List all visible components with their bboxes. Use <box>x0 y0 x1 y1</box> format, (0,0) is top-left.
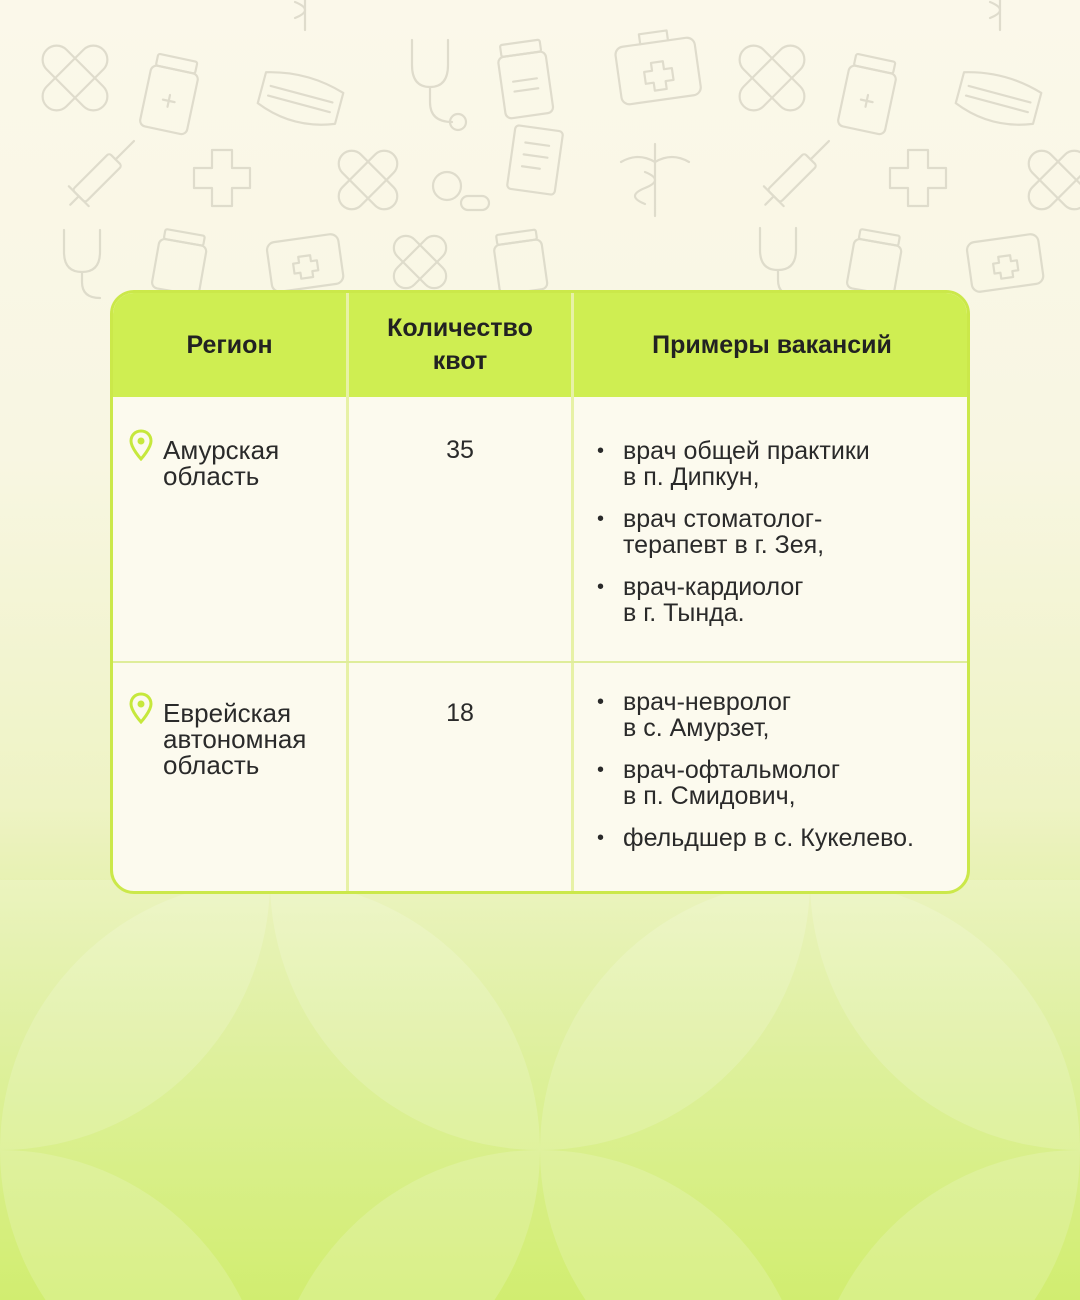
caduceus-icon <box>990 0 1000 30</box>
vacancy-item: • врач стоматолог- терапевт в г. Зея, <box>593 506 963 558</box>
stethoscope-icon <box>412 40 466 130</box>
pill-bottle-icon <box>492 229 548 295</box>
medical-mask-icon <box>954 66 1043 131</box>
stethoscope-icon <box>760 228 796 296</box>
header-region: Регион <box>186 330 273 359</box>
medical-mask-icon <box>256 66 345 131</box>
region-name: Амурская область <box>163 435 280 491</box>
vacancy-item: • врач-офтальмолог в п. Смидович, <box>593 757 963 809</box>
pill-bottle-icon <box>837 53 899 135</box>
vacancy-item: • врач-невролог в с. Амурзет, <box>593 689 963 741</box>
bandage-icon <box>715 21 828 134</box>
pill-bottle-icon <box>846 228 904 295</box>
vacancy-item: • врач общей практики в п. Дипкун, <box>593 438 963 490</box>
bandage-icon <box>18 21 131 134</box>
vacancy-list <box>593 689 963 867</box>
vacancy-item: • фельдшер в с. Кукелево. <box>593 825 963 851</box>
table-row-region <box>129 692 306 778</box>
pills-icon <box>433 172 489 210</box>
cross-icon <box>890 150 946 206</box>
first-aid-kit-icon <box>613 27 702 105</box>
prescription-icon <box>507 125 563 195</box>
caduceus-icon <box>295 0 305 30</box>
bandage-icon <box>1007 129 1080 231</box>
cross-icon <box>194 150 250 206</box>
syringe-icon <box>60 131 143 214</box>
arc-pattern-background <box>0 880 1080 1300</box>
syringe-icon <box>755 131 838 214</box>
column-divider <box>346 293 349 891</box>
table-header <box>113 293 967 397</box>
quota-value: 18 <box>446 699 474 727</box>
row-divider <box>113 661 967 663</box>
quota-table <box>110 290 970 894</box>
first-aid-kit-icon <box>266 233 344 293</box>
vacancy-item: • врач-кардиолог в г. Тында. <box>593 574 963 626</box>
header-vacancies: Примеры вакансий <box>652 330 892 359</box>
location-pin-icon <box>129 692 153 724</box>
pill-bottle-icon <box>496 39 554 119</box>
table-row-region <box>129 429 279 489</box>
first-aid-kit-icon <box>966 233 1044 293</box>
caduceus-icon <box>621 144 689 216</box>
quota-value: 35 <box>446 436 474 464</box>
header-quota: Количество квот <box>387 314 533 375</box>
pill-bottle-icon <box>151 228 209 295</box>
region-name: Еврейская автономная область <box>163 698 307 780</box>
column-divider <box>571 293 574 891</box>
vacancy-list <box>593 438 963 642</box>
location-pin-icon <box>129 429 153 461</box>
stethoscope-icon <box>64 230 100 298</box>
bandage-icon <box>317 129 419 231</box>
pill-bottle-icon <box>139 53 201 135</box>
